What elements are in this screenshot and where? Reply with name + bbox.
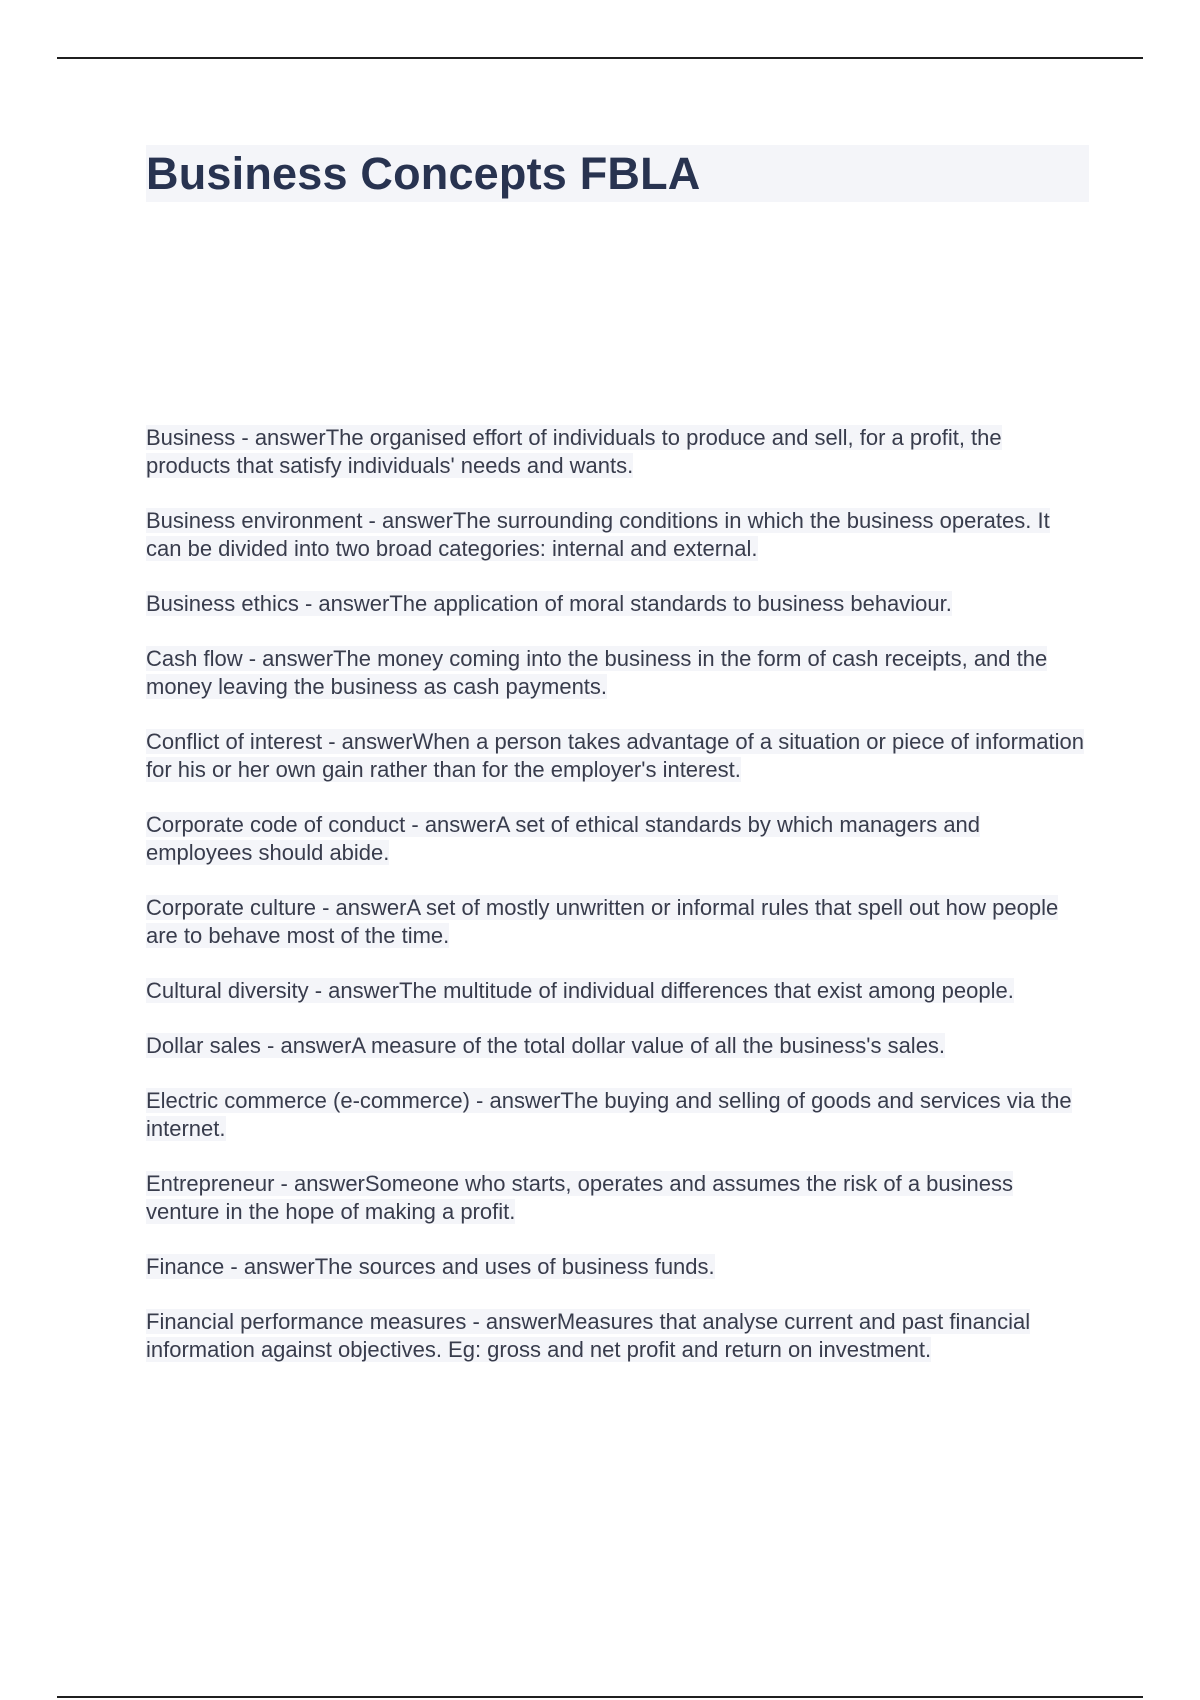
glossary-entry-text: Entrepreneur - answerSomeone who starts, operates and assumes the risk of a business venture in the hope of making a profit. <box>146 1171 1014 1224</box>
glossary-list <box>146 424 1089 1391</box>
glossary-entry-text: Business - answerThe organised effort of individuals to produce and sell, for a profit, the products that satisfy individuals' needs and wants. <box>146 425 1002 478</box>
page-title: Business Concepts FBLA <box>146 145 1089 202</box>
glossary-entry-text: Electric commerce (e-commerce) - answerThe buying and selling of goods and services via the internet. <box>146 1088 1072 1141</box>
top-rule <box>57 57 1143 59</box>
glossary-entry-text: Dollar sales - answerA measure of the total dollar value of all the business's sales. <box>146 1033 946 1058</box>
glossary-entry-text: Conflict of interest - answerWhen a person takes advantage of a situation or piece of information for his or her own gain rather than for the employer's interest. <box>146 729 1084 782</box>
glossary-entry-text: Cash flow - answerThe money coming into the business in the form of cash receipts, and the money leaving the business as cash payments. <box>146 646 1048 699</box>
glossary-entry-text: Business environment - answerThe surrounding conditions in which the business operates. It can be divided into two broad categories: internal and external. <box>146 508 1050 561</box>
glossary-entry <box>146 1032 1089 1060</box>
glossary-entry <box>146 894 1089 950</box>
glossary-entry-text: Business ethics - answerThe application of moral standards to business behaviour. <box>146 591 952 616</box>
glossary-entry <box>146 645 1089 701</box>
glossary-entry <box>146 1170 1089 1226</box>
glossary-entry <box>146 728 1089 784</box>
glossary-entry <box>146 507 1089 563</box>
glossary-entry <box>146 424 1089 480</box>
glossary-entry <box>146 1308 1089 1364</box>
glossary-entry <box>146 1253 1089 1281</box>
glossary-entry-text: Corporate culture - answerA set of mostly unwritten or informal rules that spell out how people are to behave most of the time. <box>146 895 1059 948</box>
glossary-entry-text: Financial performance measures - answerMeasures that analyse current and past financial information against objectives. Eg: gross and net profit and return on investment. <box>146 1309 1031 1362</box>
glossary-entry <box>146 590 1089 618</box>
glossary-entry-text: Cultural diversity - answerThe multitude of individual differences that exist among people. <box>146 978 1014 1003</box>
glossary-entry <box>146 811 1089 867</box>
glossary-entry-text: Corporate code of conduct - answerA set of ethical standards by which managers and employees should abide. <box>146 812 981 865</box>
glossary-entry <box>146 1087 1089 1143</box>
glossary-entry-text: Finance - answerThe sources and uses of business funds. <box>146 1254 715 1279</box>
glossary-entry <box>146 977 1089 1005</box>
bottom-rule <box>57 1696 1143 1698</box>
